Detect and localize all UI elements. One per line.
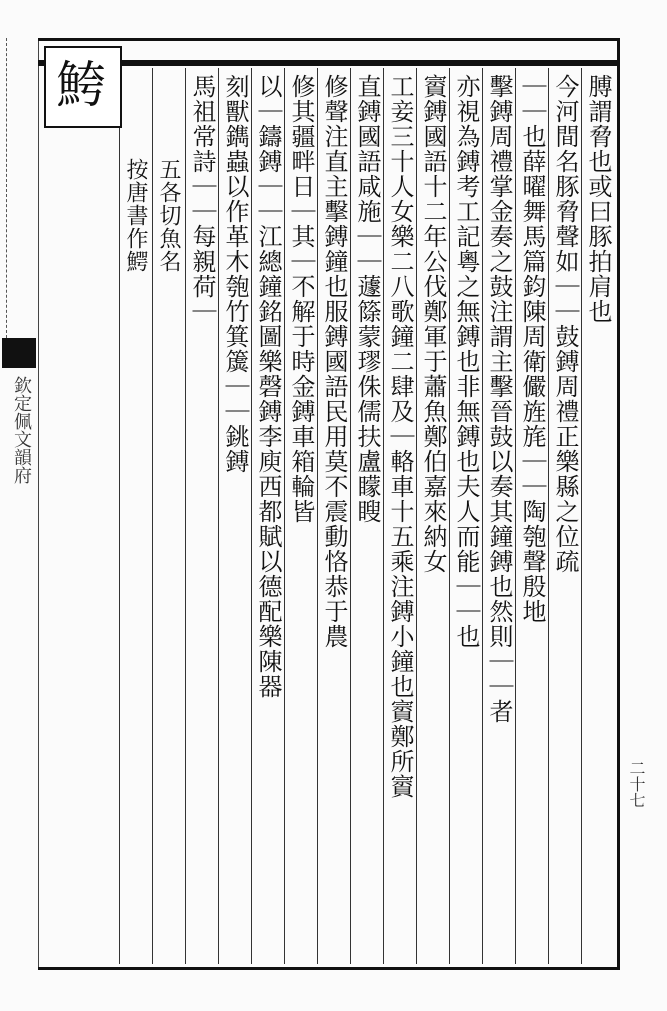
text-column: 擊鎛周禮掌金奏之鼓注謂主擊晉鼓以奏其鐘鎛也然則｜｜者 bbox=[482, 68, 515, 964]
page-number: 二十七 bbox=[627, 760, 646, 808]
text-column: ｜｜也薛曜舞馬篇鈞陳周衛儼旌旄｜｜陶匏聲殷地 bbox=[515, 68, 548, 964]
text-column: 修其疆畔日｜其｜不解于時金鎛車箱輪皆 bbox=[284, 68, 317, 964]
text-columns bbox=[44, 68, 614, 964]
text-column: 以｜鑄鎛｜｜江總鐘銘圖樂磬鎛李庾西都賦以德配樂陳器 bbox=[251, 68, 284, 964]
text-column: 膊謂脅也或曰豚拍肩也 bbox=[581, 68, 614, 964]
text-column: 工妾三十人女樂二八歌鐘二肆及｜輅車十五乘注鎛小鐘也賨鄭所賨 bbox=[383, 68, 416, 964]
text-column: 馬祖常詩｜｜每親荷｜ bbox=[185, 68, 218, 964]
margin-book-title: 欽定佩文韻府 bbox=[11, 376, 32, 484]
text-column: 修聲注直主擊鎛鐘也服鎛國語民用莫不震動恪恭于農 bbox=[317, 68, 350, 964]
text-column: 直鎛國語咸施｜｜蘧篨蒙璆侏儒扶盧矇瞍 bbox=[350, 68, 383, 964]
margin-dashed-line bbox=[6, 38, 37, 338]
text-column: 按唐書作鰐 bbox=[119, 68, 152, 964]
text-column: 亦視為鎛考工記粵之無鎛也非無鎛也夫人而能｜｜也 bbox=[449, 68, 482, 964]
frame-top-bar bbox=[38, 60, 620, 66]
text-column: 刻獸鐫蟲以作革木匏竹箕簴｜｜銚鎛 bbox=[218, 68, 251, 964]
margin-black-block bbox=[2, 338, 36, 368]
entry-heading-character: 鮬 bbox=[56, 56, 106, 114]
text-column: 今河間名豚脅聲如｜｜鼓鎛周禮正樂縣之位疏 bbox=[548, 68, 581, 964]
text-column: 五各切魚名 bbox=[152, 68, 185, 964]
text-column: 賨鎛國語十二年公伐鄭軍于蕭魚鄭伯嘉來納女 bbox=[416, 68, 449, 964]
